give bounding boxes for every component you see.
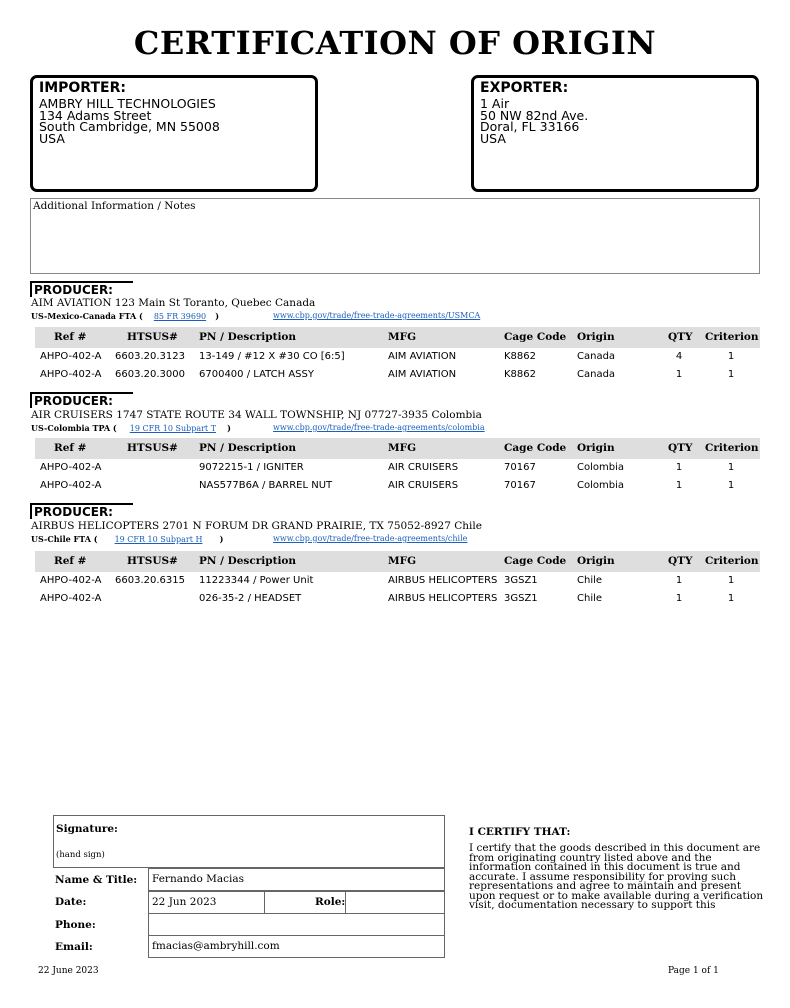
email-label: Email: [55, 941, 93, 953]
col-mfg: MFG [388, 331, 417, 343]
cell-ref: AHPO-402-A [40, 480, 102, 491]
role-field[interactable] [345, 891, 445, 914]
table-row [35, 573, 760, 591]
cell-mfg: AIRBUS HELICOPTERS [388, 593, 498, 604]
fta-line [31, 534, 591, 544]
cell-origin: Colombia [577, 462, 624, 473]
cell-mfg: AIM AVIATION [388, 369, 457, 380]
cell-qty: 1 [675, 369, 683, 380]
importer-box [30, 75, 318, 192]
fta-name: US-Mexico-Canada FTA ( [31, 311, 143, 321]
col-origin: Origin [577, 331, 615, 343]
signature-hint: (hand sign) [56, 850, 105, 860]
fta-line [31, 311, 591, 321]
importer-line: South Cambridge, MN 55008 [39, 119, 220, 134]
cell-mfg: AIM AVIATION [388, 351, 457, 362]
cell-ref: AHPO-402-A [40, 575, 102, 586]
role-label-cell [264, 891, 346, 914]
certify-line: representations and agree to maintain and present [469, 880, 742, 892]
cell-ref: AHPO-402-A [40, 462, 102, 473]
exporter-line: 50 NW 82nd Ave. [480, 107, 589, 123]
table-header [35, 327, 760, 348]
cell-pn: 026-35-2 / HEADSET [199, 593, 302, 604]
table-row [35, 591, 760, 609]
col-cage: Cage Code [504, 331, 567, 343]
email-value: fmacias@ambryhill.com [152, 940, 280, 952]
name-title-value: Fernando Macias [152, 873, 245, 885]
phone-label: Phone: [55, 919, 96, 931]
cell-htsus: 6603.20.3000 [115, 369, 185, 380]
fta-url-link[interactable]: www.cbp.gov/trade/free-trade-agreements/chile [273, 534, 468, 543]
cell-qty: 1 [675, 593, 683, 604]
fta-reference-link[interactable]: 85 FR 39690 [153, 312, 207, 321]
importer-line: USA [39, 130, 65, 146]
importer-line: 134 Adams Street [39, 107, 152, 123]
col-pn: PN / Description [199, 331, 297, 343]
signature-label: Signature: [56, 823, 118, 835]
cell-mfg: AIR CRUISERS [388, 480, 459, 491]
col-mfg: MFG [388, 442, 417, 454]
cell-origin: Chile [577, 575, 603, 586]
certify-line: accurate. I assume responsibility for proving such [469, 870, 736, 883]
notes-box[interactable] [30, 198, 760, 274]
col-qty: QTY [668, 555, 693, 567]
col-htsus: HTSUS# [127, 331, 178, 343]
fta-close: ) [215, 311, 220, 321]
exporter-heading: EXPORTER: [480, 80, 569, 96]
importer-heading: IMPORTER: [39, 80, 126, 96]
cell-criterion: 1 [727, 369, 735, 380]
certify-heading: I CERTIFY THAT: [469, 826, 571, 838]
producer-label: PRODUCER: [30, 281, 133, 297]
notes-label: Additional Information / Notes [33, 200, 196, 212]
col-mfg: MFG [388, 555, 417, 567]
cell-origin: Canada [577, 369, 616, 380]
signature-block [53, 815, 445, 958]
col-htsus: HTSUS# [127, 555, 178, 567]
table-row [35, 478, 760, 496]
col-ref: Ref # [54, 442, 87, 454]
producer-address: AIRBUS HELICOPTERS 2701 N FORUM DR GRAND PRAIRIE, TX 75052-8927 Chile [31, 520, 482, 532]
cell-ref: AHPO-402-A [40, 593, 102, 604]
certify-line: upon request or to make available during a verification [469, 889, 764, 902]
fta-reference-link[interactable]: 19 CFR 10 Subpart H [114, 535, 203, 544]
cell-criterion: 1 [727, 480, 735, 491]
producer-address: AIM AVIATION 123 Main St Toranto, Quebec Canada [31, 297, 316, 309]
cell-criterion: 1 [727, 351, 735, 362]
cell-cage: 3GSZ1 [504, 575, 538, 586]
footer-date: 22 June 2023 [38, 966, 99, 976]
cell-ref: AHPO-402-A [40, 351, 102, 362]
name-title-label: Name & Title: [55, 874, 138, 886]
name-title-field[interactable] [148, 868, 445, 891]
cell-pn: 11223344 / Power Unit [199, 575, 314, 586]
col-cage: Cage Code [504, 555, 567, 567]
cell-pn: 6700400 / LATCH ASSY [199, 369, 314, 380]
cell-mfg: AIR CRUISERS [388, 462, 459, 473]
cell-cage: 70167 [504, 480, 536, 491]
col-pn: PN / Description [199, 442, 297, 454]
cell-criterion: 1 [727, 593, 735, 604]
date-field[interactable] [148, 891, 265, 914]
certify-line: visit, documentation necessary to support this [469, 899, 716, 911]
cell-qty: 4 [675, 351, 683, 362]
col-criterion: Criterion [705, 555, 759, 567]
certify-line: information contained in this document is true and [469, 861, 741, 873]
exporter-line: 1 Air [480, 96, 510, 111]
exporter-line: Doral, FL 33166 [480, 119, 580, 134]
producer-address: AIR CRUISERS 1747 STATE ROUTE 34 WALL TOWNSHIP, NJ 07727-3935 Colombia [31, 409, 482, 421]
fta-url-link[interactable]: www.cbp.gov/trade/free-trade-agreements/USMCA [273, 311, 481, 320]
cell-qty: 1 [675, 462, 683, 473]
cell-cage: 3GSZ1 [504, 593, 538, 604]
certify-line: I certify that the goods described in this document are [469, 842, 761, 854]
certification-statement [469, 826, 769, 911]
table-header [35, 551, 760, 572]
cell-htsus: 6603.20.3123 [115, 351, 185, 362]
fta-url-link[interactable]: www.cbp.gov/trade/free-trade-agreements/colombia [273, 423, 485, 432]
fta-close: ) [227, 423, 231, 433]
cell-pn: NAS577B6A / BARREL NUT [199, 480, 333, 491]
table-header [35, 438, 760, 459]
producer-label: PRODUCER: [30, 503, 133, 519]
exporter-line: USA [480, 130, 506, 146]
cell-origin: Chile [577, 593, 603, 604]
importer-line: AMBRY HILL TECHNOLOGIES [39, 96, 216, 111]
fta-name: US-Colombia TPA ( [31, 423, 117, 433]
email-field[interactable] [148, 935, 445, 958]
col-origin: Origin [577, 442, 615, 454]
cell-htsus: 6603.20.6315 [115, 575, 185, 586]
cell-criterion: 1 [727, 575, 735, 586]
fta-line [31, 423, 591, 433]
date-label: Date: [55, 896, 87, 908]
col-criterion: Criterion [705, 331, 759, 343]
cell-qty: 1 [675, 480, 683, 491]
cell-cage: K8862 [504, 351, 537, 362]
col-criterion: Criterion [705, 442, 759, 454]
page-number: Page 1 of 1 [668, 966, 719, 976]
cell-origin: Canada [577, 351, 616, 362]
col-origin: Origin [577, 555, 615, 567]
fta-name: US-Chile FTA ( [31, 534, 98, 544]
col-qty: QTY [668, 442, 693, 454]
cell-criterion: 1 [727, 462, 735, 473]
col-qty: QTY [668, 331, 693, 343]
table-row [35, 367, 760, 385]
document-title: CERTIFICATION OF ORIGIN [133, 24, 657, 62]
certify-line: from originating country listed above and the [469, 851, 712, 864]
col-pn: PN / Description [199, 555, 297, 567]
cell-qty: 1 [675, 575, 683, 586]
cell-ref: AHPO-402-A [40, 369, 102, 380]
producer-label: PRODUCER: [30, 392, 133, 408]
signature-field[interactable] [53, 815, 445, 868]
fta-close: ) [219, 534, 224, 544]
cell-pn: 13-149 / #12 X #30 CO [6:5] [199, 351, 345, 362]
fta-reference-link[interactable]: 19 CFR 10 Subpart T [129, 424, 217, 433]
date-value: 22 Jun 2023 [152, 896, 217, 908]
col-ref: Ref # [54, 555, 87, 567]
table-row [35, 349, 760, 367]
phone-field[interactable] [148, 913, 445, 936]
cell-cage: 70167 [504, 462, 536, 473]
cell-cage: K8862 [504, 369, 537, 380]
col-ref: Ref # [54, 331, 87, 343]
table-row [35, 460, 760, 478]
cell-pn: 9072215-1 / IGNITER [199, 462, 304, 473]
col-htsus: HTSUS# [127, 442, 178, 454]
role-label: Role: [315, 896, 346, 908]
cell-mfg: AIRBUS HELICOPTERS [388, 575, 498, 586]
cell-origin: Colombia [577, 480, 624, 491]
col-cage: Cage Code [504, 442, 567, 454]
exporter-box [471, 75, 759, 192]
